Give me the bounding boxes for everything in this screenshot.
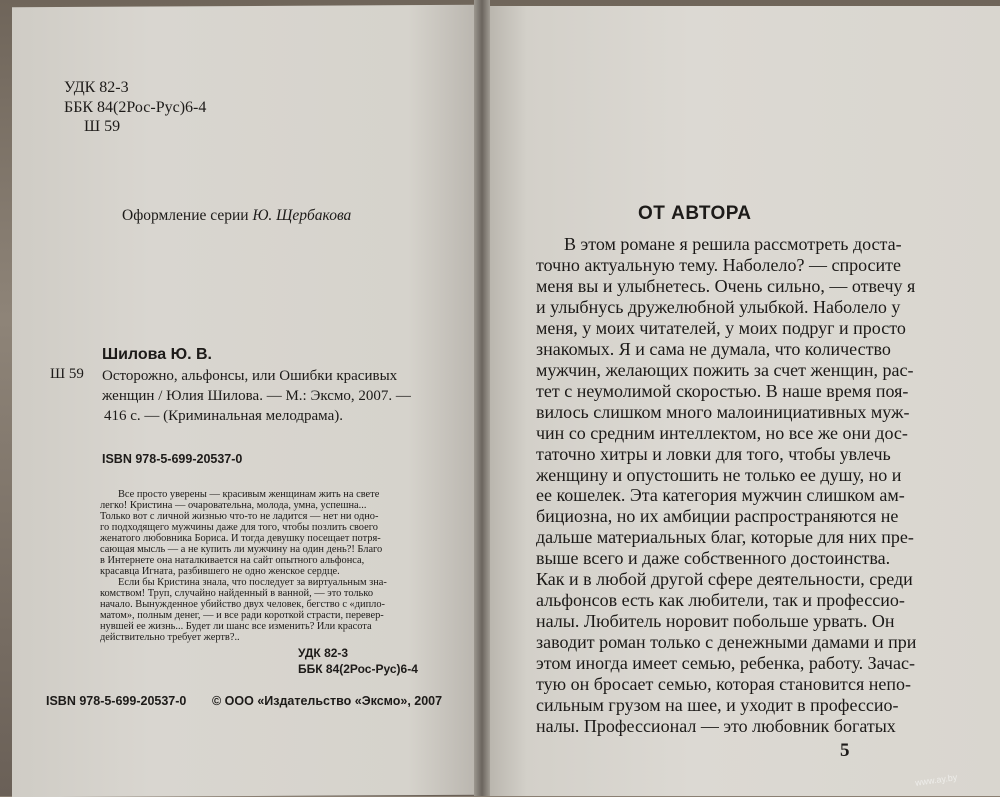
body-line: точно актуальную тему. Наболело? — спросите: [536, 254, 902, 275]
body-line: мужчин, желающих пожить за счет женщин, рас-: [536, 359, 914, 380]
annotation-line: красавца Игната, разбившего не одно женское сердце.: [100, 566, 340, 577]
annotation-line: Если бы Кристина знала, что последует за виртуальным зна-: [118, 577, 387, 588]
biblio-line: Осторожно, альфонсы, или Ошибки красивых: [102, 368, 398, 384]
bbk-bottom: ББК 84(2Рос-Рус)6-4: [298, 662, 418, 676]
biblio-line: женщин / Юлия Шилова. — М.: Эксмо, 2007. —: [102, 388, 411, 404]
body-line: таточно хитры и ловки для того, чтобы увлечь: [536, 443, 891, 464]
annotation-line: нувшей ее жизнь... Будет ли шанс все изменить? Или красота: [100, 621, 372, 632]
annotation-line: комством! Труп, случайно найденный в ванной, — это только: [100, 588, 374, 599]
annotation-line: действительно требует жертв?..: [100, 632, 240, 643]
annotation-line: легко! Кристина — очаровательна, молода, умна, успешна...: [100, 500, 367, 511]
author-name: Шилова Ю. В.: [102, 346, 212, 363]
body-line: бициозна, но их амбиции распространяются не: [536, 506, 899, 527]
bbk-line: ББК 84(2Рос-Рус)6-4: [64, 99, 207, 116]
design-label: Оформление серии: [122, 207, 249, 224]
body-line: и улыбнусь дружелюбной улыбкой. Наболело у: [536, 296, 901, 317]
body-line: меня вы и улыбнетесь. Очень сильно, — отвечу я: [536, 275, 916, 296]
body-line: налы. Профессионал — это любовник богатых: [536, 716, 896, 736]
body-line: вилось слишком много малоинициативных муж-: [536, 401, 910, 422]
body-line: альфонсов есть как любители, так и профессио-: [536, 590, 905, 611]
body-line: Как и в любой другой сфере деятельности, среди: [536, 569, 913, 590]
body-line: знакомых. Я и сама не думала, что количество: [536, 338, 891, 359]
isbn-bottom: ISBN 978-5-699-20537-0: [46, 694, 187, 708]
body-line: тет с неумолимой скоростью. В наше время поя-: [536, 380, 909, 401]
body-line: женщину и опустошить не только ее душу, но и: [536, 464, 902, 485]
annotation-line: начало. Вынужденное убийство двух человек, бегство с «дипло-: [100, 599, 385, 610]
chapter-heading: ОТ АВТОРА: [638, 203, 752, 224]
author-code-line: Ш 59: [84, 118, 121, 135]
watermark: www.ay.by: [914, 772, 958, 788]
body-line: меня, у моих читателей, у моих подруг и просто: [536, 317, 906, 338]
annotation-line: Все просто уверены — красивым женщинам жить на свете: [118, 489, 380, 500]
isbn-top: ISBN 978-5-699-20537-0: [102, 452, 243, 466]
design-name: Ю. Щербакова: [252, 207, 352, 224]
annotation-line: матом», полным денег, — и все ради короткой страсти, перевер-: [100, 610, 384, 621]
catalog-code: Ш 59: [50, 366, 84, 382]
body-line: дальше материальных благ, которые для них пре-: [536, 527, 914, 548]
body-line: заводит роман только с денежными дамами и при: [536, 632, 917, 653]
body-line: ее кошелек. Эта категория мужчин слишком ам-: [536, 485, 905, 506]
body-line: В этом романе я решила рассмотреть доста-: [564, 234, 902, 254]
body-line: этом иногда имеет семью, ребенка, работу. Зачас-: [536, 653, 915, 674]
body-line: выше всего и даже собственного достоинства.: [536, 548, 891, 569]
series-design-credit: [122, 207, 351, 225]
annotation-line: сающая мысль — а не купить ли мужчину на один день?! Благо: [100, 544, 383, 555]
body-line: сильным грузом на шее, и уходит в профессио-: [536, 695, 899, 716]
body-line: чин со средним интеллектом, но все же они дос-: [536, 422, 908, 443]
annotation-line: го подходящего мужчины даже для того, чтобы позлить своего: [100, 522, 378, 533]
biblio-line: 416 с. — (Криминальная мелодрама).: [104, 408, 343, 424]
page-number: 5: [840, 740, 850, 761]
body-line: тую он бросает семью, которая становится непо-: [536, 674, 912, 695]
book-gutter: [474, 0, 490, 796]
copyright: © ООО «Издательство «Эксмо», 2007: [212, 694, 443, 708]
annotation-line: Только вот с личной жизнью что-то не ладится — нет ни одно-: [100, 511, 379, 522]
udk-line: УДК 82-3: [64, 79, 129, 96]
annotation-line: в Интернете она наталкивается на сайт опытного альфонса,: [100, 555, 365, 566]
annotation-line: женатого любовника Бориса. И тогда девушку посещает потря-: [100, 533, 381, 544]
body-line: налы. Любитель норовит побольше урвать. Он: [536, 611, 895, 632]
udk-bottom: УДК 82-3: [298, 646, 349, 660]
